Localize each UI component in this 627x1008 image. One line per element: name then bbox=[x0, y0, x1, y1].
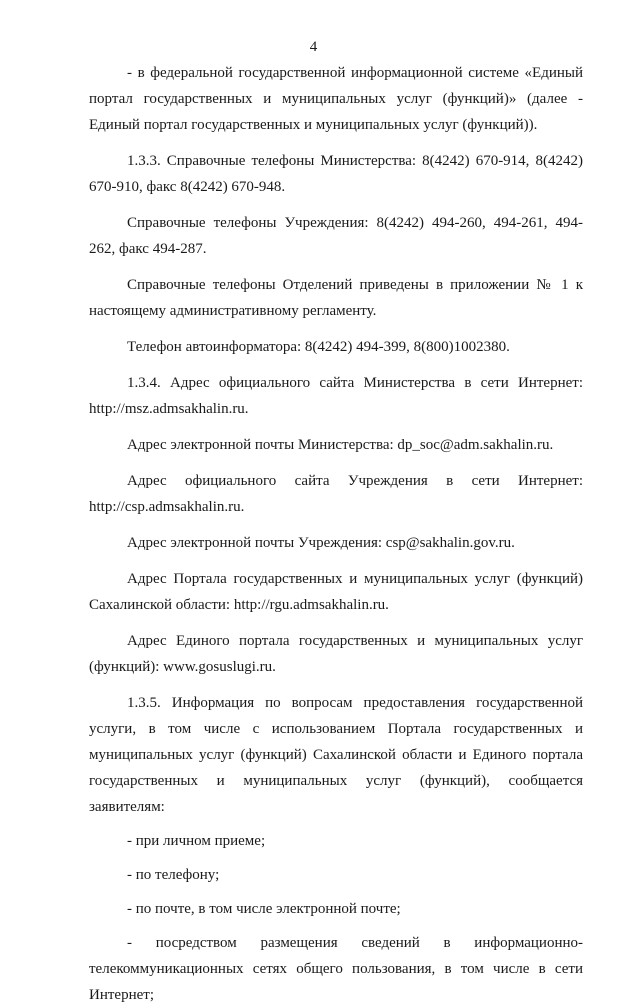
paragraph-institution-email: Адрес электронной почты Учреждения: csp@sakhalin.gov.ru. bbox=[127, 535, 515, 551]
page-number: 4 bbox=[309, 39, 318, 55]
paragraph-information-provision: 1.3.5. Информация по вопросам предоставления государственной услуги, в том числе с использованием Портала государственных и муниципальных услуг (функций) Сахалинской области и Единого портала государственных и муниципальных услуг (функций), сообщается заявителям: bbox=[89, 695, 583, 815]
document-body bbox=[89, 60, 583, 1008]
paragraph-unified-portal: Адрес Единого портала государственных и муниципальных услуг (функций): www.gosuslugi.ru. bbox=[89, 633, 583, 675]
paragraph-ministry-phones: 1.3.3. Справочные телефоны Министерства: 8(4242) 670-914, 8(4242) 670-910, факс 8(4242) 670-948. bbox=[89, 153, 583, 195]
list-item-internet: - посредством размещения сведений в информационно-телекоммуникационных сетях общего пользования, в том числе в сети Интернет; bbox=[89, 935, 583, 1003]
paragraph-ministry-website: 1.3.4. Адрес официального сайта Министерства в сети Интернет: http://msz.admsakhalin.ru. bbox=[89, 375, 583, 417]
list-item-phone: - по телефону; bbox=[127, 867, 220, 883]
paragraph-branch-phones: Справочные телефоны Отделений приведены в приложении № 1 к настоящему административному регламенту. bbox=[89, 277, 583, 319]
list-item-personal-reception: - при личном приеме; bbox=[127, 833, 266, 849]
paragraph-institution-website: Адрес официального сайта Учреждения в сети Интернет: http://csp.admsakhalin.ru. bbox=[89, 473, 583, 515]
paragraph-autoinformer-phone: Телефон автоинформатора: 8(4242) 494-399, 8(800)1002380. bbox=[127, 339, 510, 355]
paragraph-institution-phones: Справочные телефоны Учреждения: 8(4242) 494-260, 494-261, 494-262, факс 494-287. bbox=[89, 215, 583, 257]
paragraph-portal-definition: - в федеральной государственной информационной системе «Единый портал государственных и муниципальных услуг (функций)» (далее - Единый портал государственных и муниципальных услуг (функций)). bbox=[89, 65, 583, 133]
paragraph-ministry-email: Адрес электронной почты Министерства: dp_soc@adm.sakhalin.ru. bbox=[127, 437, 554, 453]
paragraph-regional-portal: Адрес Портала государственных и муниципальных услуг (функций) Сахалинской области: http://rgu.admsakhalin.ru. bbox=[89, 571, 583, 613]
list-item-mail: - по почте, в том числе электронной почте; bbox=[127, 901, 401, 917]
